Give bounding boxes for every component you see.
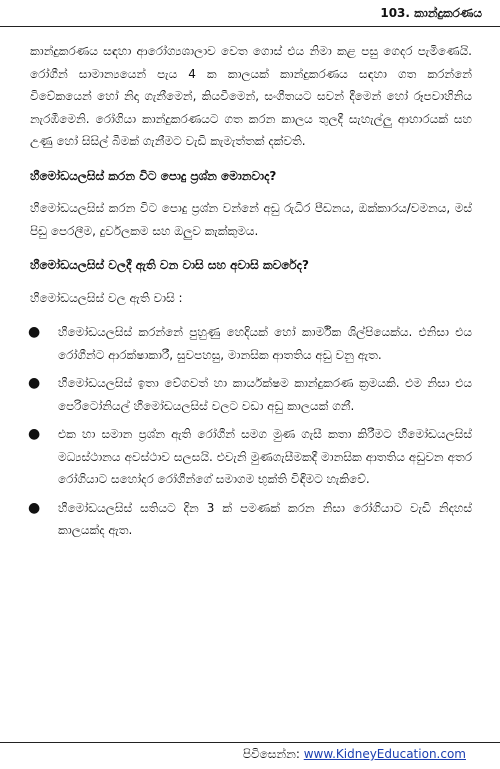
page-footer [243,747,466,762]
advantages-intro: හීමෝඩයලසිස් වල ඇති වාසි : [30,290,183,305]
list-item [30,321,472,366]
footer-label: පිවිසෙන්න: [242,747,304,761]
website-link[interactable]: www.KidneyEducation.com [303,747,466,761]
list-item [30,423,472,491]
bullet-icon: ● [28,499,41,516]
list-item [30,497,472,542]
page-content [30,40,472,548]
list-item-text: එක හා සමාන ප්‍රශ්න ඇති රෝගීන් සමග මුණ ගැසී කතා කිරීමට හීමෝඩයලසිස් මධ්‍යස්ථානය අවස්ථාව සලසයි. එවැනි මුණගැසීමකදී මානසික ආතතිය අඩුවන අතර රෝගියාට සහෝදර රෝගීන්ගේ සමාගම භුක්ති විඳීමට හැකිවේ. [58,427,472,486]
common-problems-paragraph: හීමෝඩයලසිස් කරන විට පොදු ප්‍රශ්න වන්නේ අඩු රුධිර පීඩනය, ඔක්කාරය/වමනය, මස් පිඩු පෙරලීම, දුර්වලකම සහ ඔලුව කැක්කුමය. [30,201,472,238]
section-heading-common-problems: හීමෝඩයලසිස් කරන විට පොදු ප්‍රශ්න මොනවාද? [30,168,277,183]
bullet-icon: ● [28,324,41,340]
list-item-text: හීමෝඩයලසිස් සතියට දින 3 ක් පමණක් කරන නිසා රෝගියාට වැඩි නිදහස් කාලයක්ද ඇත. [58,500,472,537]
intro-paragraph: කාන්දුකරණය සඳහා ආරෝග්‍යශාලාව වෙත ගොස් එය නිමා කළ පසු ගෙදර පැමිණෙයි. රෝගීන් සාමාන්‍යයෙන් පැය 4 ක කාලයක් කාන්දුකරණය සඳහා ගත කරන්නේ විවේකයෙන් හෝ නිදා ගැනීමෙන්, කියවීමෙන්, සංගීතයට සවන් දීමෙන් හෝ රූපවාහිනිය නැරඹීමෙනි. රෝගියා කාන්දුකරණයට ගත කරන කාලය තුලදී සැහැල්ලු ආහාරයක් සහ උණු හෝ සිසිල් බීමක් ගැනීමට වැඩි කැමැත්තක් දක්වති. [30,44,472,148]
advantages-list [30,321,472,542]
list-item [30,372,472,417]
footer-divider [0,742,500,743]
list-item-text: හීමෝඩයලසිස් ඉතා වේගවත් හා කාර්යක්ෂම කාන්දුකරණ ක්‍රමයකි. එම නිසා එය පෙරිටෝනියල් හීමෝඩයලසිස් වලට වඩා අඩු කාලයක් ගනී. [58,376,472,413]
bullet-icon: ● [28,426,41,442]
bullet-icon: ● [28,375,41,391]
list-item-text: හීමෝඩයලසිස් කරන්නේ පුහුණු හෙදියක් හෝ කාර්මික ශිල්පියෙක්ය. එනිසා එය රෝගීන්ට ආරක්ෂාකාරී, සුවපහසු, මානසික ආතතිය අඩු වනු ඇත. [58,325,472,362]
section-heading-advantages: හීමෝඩයලසිස් වලදී ඇති වන වාසි සහ අවාසි කවරේද? [30,258,309,272]
page-header: 103. කාන්දුකරණය [380,6,482,20]
header-divider [0,26,500,27]
